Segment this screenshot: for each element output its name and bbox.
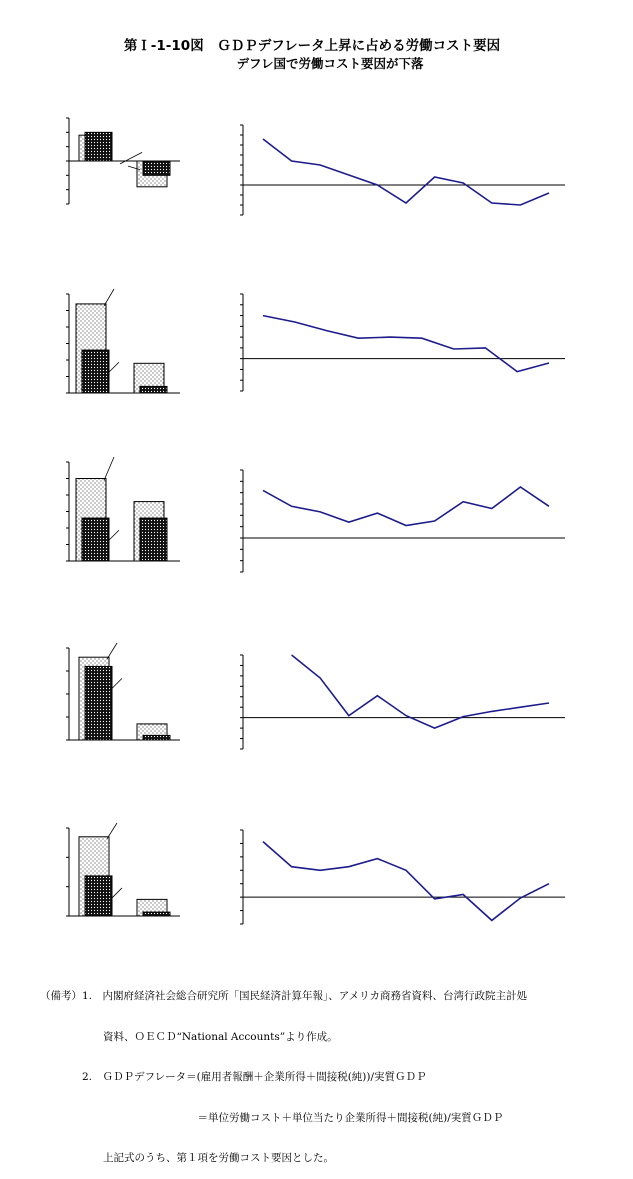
source-notes	[40, 963, 527, 1179]
line-series-labor-cost	[263, 139, 549, 205]
line-series-labor-cost	[263, 316, 549, 372]
line-series-labor-cost	[292, 655, 549, 728]
note-line: （備考）1. 内閣府経済社会総合研究所「国民経済計算年報」、アメリカ商務省資料、台湾行政院主計処	[40, 990, 528, 1002]
bar-labor-cost	[143, 912, 170, 916]
callout-arrow	[109, 530, 119, 540]
callout-arrow	[109, 362, 119, 372]
bar-labor-cost	[82, 350, 109, 393]
callout-arrow	[107, 643, 117, 659]
note-line: 2. ＧＤＰデフレータ＝(雇用者報酬＋企業所得＋間接税(純))/実質ＧＤＰ	[40, 1071, 427, 1083]
bar-labor-cost	[140, 386, 167, 393]
note-line: 資料、ＯＥＣＤ“National Accounts”より作成。	[40, 1030, 338, 1043]
figure-title: 第Ｉ-1-10図 ＧＤＰデフレータ上昇に占める労働コスト要因	[123, 38, 501, 54]
figure-subtitle: デフレ国で労働コスト要因が下落	[236, 56, 424, 71]
callout-arrow	[112, 888, 122, 898]
bar-labor-cost	[85, 876, 112, 916]
bar-labor-cost	[140, 518, 167, 561]
callout-arrow	[104, 289, 114, 306]
bar-labor-cost	[85, 132, 112, 161]
callout-arrow	[112, 678, 122, 688]
bar-labor-cost	[143, 161, 170, 175]
callout-arrow	[107, 823, 117, 839]
bar-labor-cost	[143, 735, 170, 740]
note-line: 上記式のうち、第１項を労働コスト要因とした。	[40, 1152, 334, 1164]
callout-arrow	[104, 457, 114, 481]
bar-labor-cost	[85, 666, 112, 740]
country-panels	[66, 118, 565, 924]
line-series-labor-cost	[263, 842, 549, 921]
bar-labor-cost	[82, 518, 109, 561]
line-series-labor-cost	[263, 487, 549, 526]
note-line: ＝単位労働コスト＋単位当たり企業所得＋間接税(純)/実質ＧＤＰ	[40, 1111, 504, 1124]
